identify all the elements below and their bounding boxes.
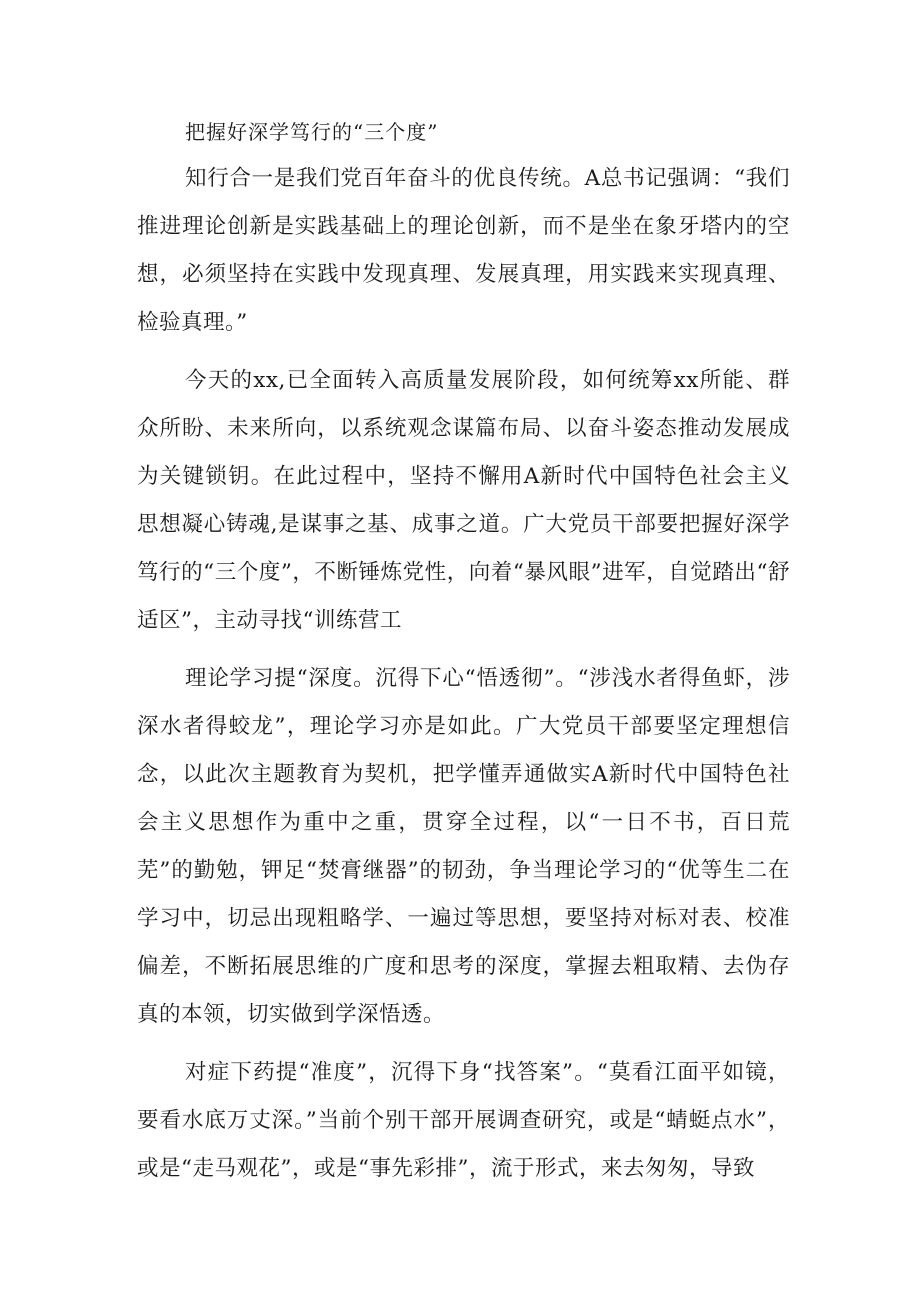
paragraph-3: 理论学习提“深度。沉得下心“悟透彻”。“涉浅水者得鱼虾，涉深水者得蛟龙”，理论学习亦是如此。广大党员干部要坚定理想信念，以此次主题教育为契机，把学懂弄通做实A新时代中国特色社会主义思想作为重中之重，贯穿全过程，以“一日不书，百日荒芜”的勤勉，钾足“焚膏继器”的韧劲，争当理论学习的“优等生二在学习中，切忌出现粗略学、一遍过等思想，要坚持对标对表、校准偏差，不断拓展思维的广度和思考的深度，掌握去粗取精、去伪存真的本领，切实做到学深悟透。 — [137, 666, 790, 1027]
paragraph-1: 知行合一是我们党百年奋斗的优良传统。A总书记强调：“我们推进理论创新是实践基础上的理论创新，而不是坐在象牙塔内的空想，必须坚持在实践中发现真理、发展真理，用实践来实现真理、检验真理。” — [137, 166, 790, 335]
document-title: 把握好深学笃行的“三个度” — [185, 120, 439, 144]
paragraph-2: 今天的xx,已全面转入高质量发展阶段，如何统筹xx所能、群众所盼、未来所向，以系统观念谋篇布局、以奋斗姿态推动发展成为关键锁钥。在此过程中，坚持不懈用A新时代中国特色社会主义思想凝心铸魂,是谋事之基、成事之道。广大党员干部要把握好深学笃行的“三个度”，不断锤炼党性，向着“暴风眼”进军，自觉踏出“舒适区”，主动寻找“训练营工 — [137, 368, 790, 633]
paragraph-4: 对症下药提“准度”，沉得下身“找答案”。“莫看江面平如镜，要看水底万丈深。”当前个别干部开展调查研究，或是“蜻蜓点水”，或是“走马观花”，或是“事先彩排”，流于形式，来去匆匆，导致 — [137, 1060, 790, 1181]
document-page — [137, 117, 790, 1203]
